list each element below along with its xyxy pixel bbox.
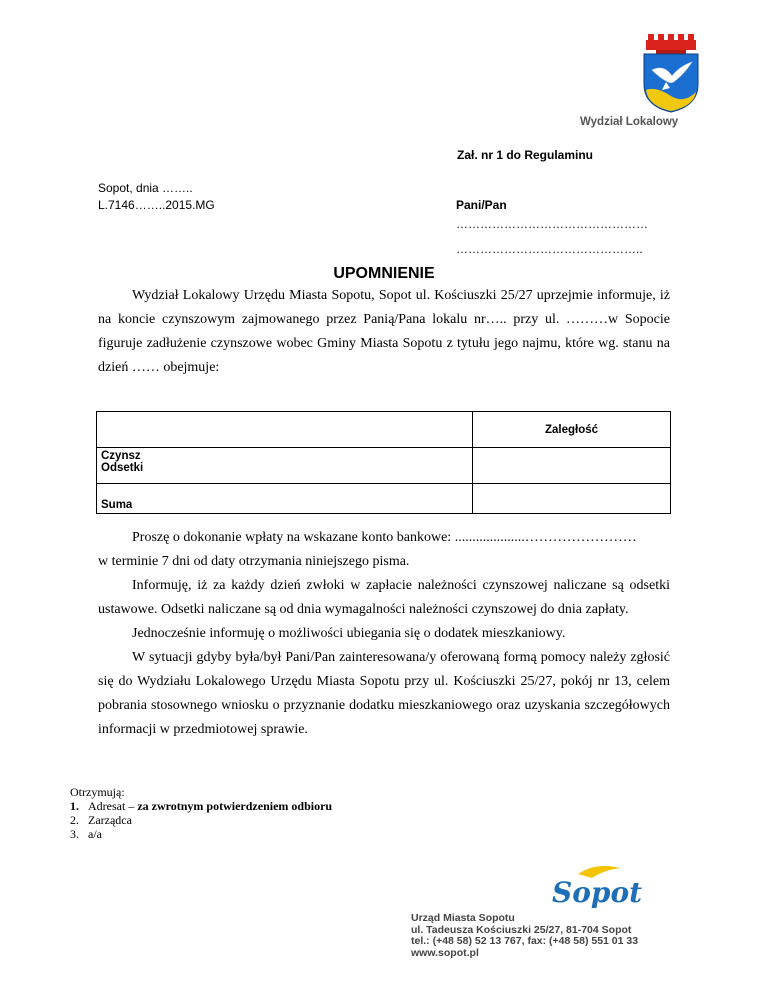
footer-phone: tel.: (+48 58) 52 13 767, fax: (+48 58) 551 01 33: [411, 935, 639, 947]
row-label-total: Suma: [97, 484, 473, 514]
footer-street: ul. Tadeusza Kościuszki 25/27, 81-704 Sopot: [411, 923, 632, 936]
table-row-labels: [97, 448, 473, 484]
footer-address: [411, 913, 638, 959]
table-header-empty: [97, 412, 473, 448]
paragraph-interest: Informuję, iż za każdy dzień zwłoki w zapłacie należności czynszowej naliczane są odsetki ustawowe. Odsetki naliczane są od dnia wymagalności należności czynszowej do dnia zapłaty.: [98, 578, 670, 617]
payment-line-1: Proszę o dokonanie wpłaty na wskazane konto bankowe: ....................……………………: [132, 530, 637, 545]
row-value-cell: [473, 448, 671, 484]
row-label-rent: Czynsz: [101, 450, 141, 462]
recipients-heading: Otrzymują:: [70, 785, 125, 799]
attachment-label: Zał. nr 1 do Regulaminu: [457, 148, 594, 162]
addressee-line-1: …………………………………………: [456, 217, 648, 231]
row-label-interest: Odsetki: [101, 462, 144, 474]
table-header-arrears: Zaległość: [473, 412, 671, 448]
paragraph-contact: W sytuacji gdyby była/był Pani/Pan zainteresowana/y oferowaną formą pomocy należy zgłosić się do Wydziału Lokalowego Urzędu Miasta Sopotu przy ul. Kościuszki 25/27, pokój nr 13, celem pobrania stosownego wniosku o przyznanie dodatku mieszkaniowego oraz uzyskania szczegółowych informacji w przedmiotowej sprawie.: [98, 650, 670, 737]
document-title: UPOMNIENIE: [333, 265, 435, 282]
paragraph-intro: Wydział Lokalowy Urzędu Miasta Sopotu, Sopot ul. Kościuszki 25/27 uprzejmie informuje, iż na koncie czynszowym zajmowanego przez Panią/Pana lokalu nr….. przy ul. ………w Sopocie figuruje zadłużenie czynszowe wobec Gminy Miasta Sopotu z tytułu jego najmu, które wg. stanu na dzień …… obejmuje:: [98, 288, 670, 375]
sopot-logo-text: Sopot: [552, 876, 643, 909]
recipient-item: 2. Zarządca: [70, 813, 132, 827]
recipient-item: 1. Adresat – za zwrotnym potwierdzeniem odbioru: [70, 799, 333, 813]
payment-line-2: w terminie 7 dni od daty otrzymania niniejszego pisma.: [98, 554, 410, 569]
sopot-logo-icon: [548, 864, 643, 909]
place-date: Sopot, dnia ……..: [98, 181, 193, 195]
recipient-item: 3. a/a: [70, 827, 102, 841]
recipients-list: [70, 785, 332, 841]
footer-office: Urząd Miasta Sopotu: [411, 912, 515, 924]
debt-table: [96, 411, 671, 514]
total-value-cell: [473, 484, 671, 514]
paragraph-payment: [98, 526, 670, 574]
addressee-line-2: ………………………………………..: [456, 242, 643, 256]
department-label: Wydział Lokalowy: [580, 116, 679, 128]
reference-number: L.7146……..2015.MG: [98, 198, 215, 212]
paragraph-allowance: Jednocześnie informuję o możliwości ubiegania się o dodatek mieszkaniowy.: [132, 626, 566, 641]
addressee-title: Pani/Pan: [456, 198, 507, 212]
footer-website[interactable]: www.sopot.pl: [411, 946, 479, 959]
sopot-coat-of-arms-icon: [636, 32, 706, 114]
